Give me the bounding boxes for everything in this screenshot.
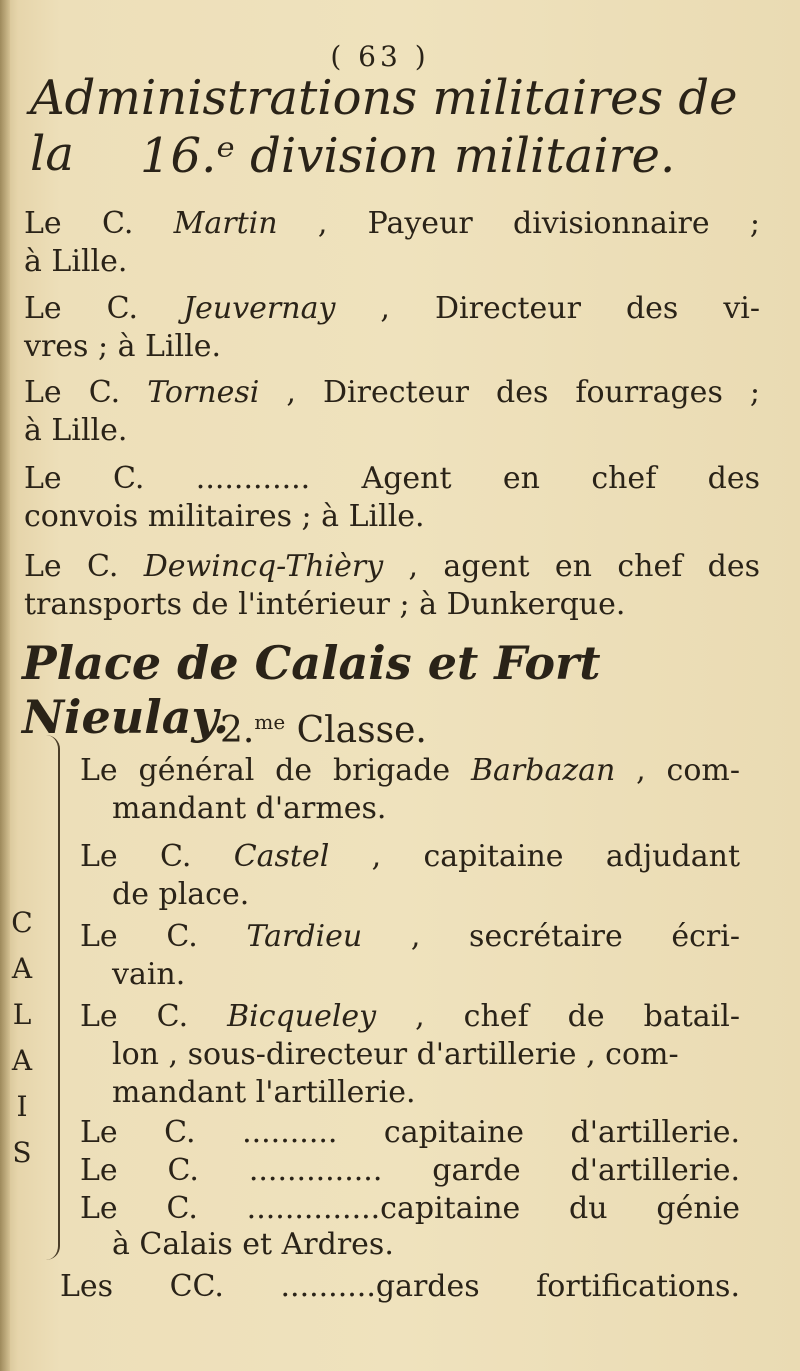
place-entry-continuation: à Calais et Ardres. <box>112 1227 394 1262</box>
entry-line: Le C. Martin , Payeur divisionnaire ; <box>24 206 760 241</box>
place-entry-continuation: lon , sous-directeur d'artillerie , com- <box>112 1037 679 1072</box>
place-entry-line: Le C. Bicqueley , chef de batail- <box>80 999 740 1034</box>
entry-line: Le C. Jeuvernay , Directeur des vi- <box>24 291 761 326</box>
entry-continuation: à Lille. <box>24 413 128 448</box>
entry-continuation: transports de l'intérieur ; à Dunkerque. <box>24 587 626 622</box>
place-entry-line: Le C. Castel , capitaine adjudant <box>80 839 741 874</box>
entry-line: Le C. Tornesi , Directeur des fourrages ; <box>24 375 760 410</box>
entry-continuation: à Lille. <box>24 244 128 279</box>
section-heading-line1: Administrations militaires de la <box>30 70 738 182</box>
place-entry-continuation: mandant d'armes. <box>112 791 387 826</box>
place-heading: Place de Calais et Fort Nieulay. <box>22 636 601 744</box>
class-label: 2.$^{me}$ Classe. <box>220 710 427 751</box>
entry-continuation: convois militaires ; à Lille. <box>24 499 425 534</box>
left-brace <box>40 735 60 1260</box>
place-entry-line: Le C. .............. garde d'artillerie. <box>80 1153 741 1188</box>
entry-line: Le C. ............ Agent en chef des <box>24 461 760 496</box>
place-entry-continuation: mandant l'artillerie. <box>112 1075 416 1110</box>
place-entry-line: Le C. .......... capitaine d'artillerie. <box>80 1115 741 1150</box>
side-label-calais: C A L A I S <box>11 906 33 1169</box>
page-number: ( 63 ) <box>330 40 430 73</box>
place-entry-continuation: de place. <box>112 877 250 912</box>
entry-line: Le C. Dewincq-Thièry , agent en chef des <box>24 549 760 584</box>
place-entry-line: Les CC. ..........gardes fortifications. <box>60 1269 740 1304</box>
place-entry-line: Le C. Tardieu , secrétaire écri- <box>80 919 741 954</box>
place-entry-line: Le C. ..............capitaine du génie <box>80 1191 740 1226</box>
entry-continuation: vres ; à Lille. <box>24 329 222 364</box>
section-heading-line2: 16.ᵉ division militaire. <box>140 128 676 184</box>
place-entry-continuation: vain. <box>112 957 186 992</box>
place-entry-line: Le général de brigade Barbazan , com- <box>80 753 740 788</box>
